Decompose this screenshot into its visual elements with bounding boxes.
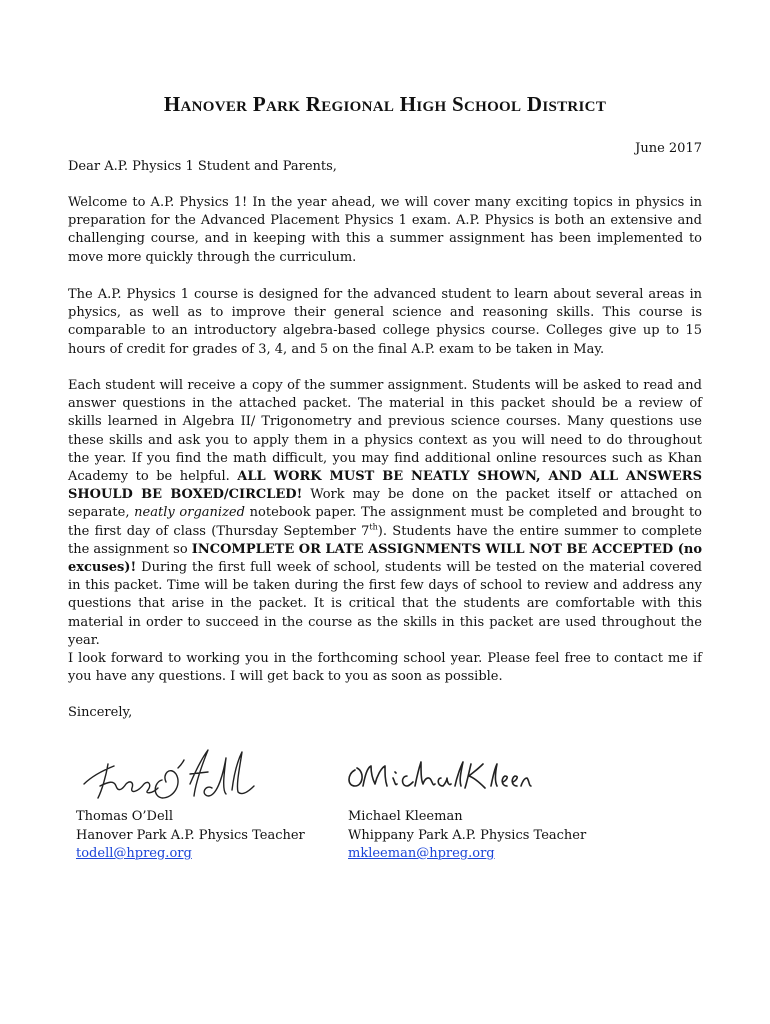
letter-date: June 2017 — [635, 141, 702, 156]
signer-title: Whippany Park A.P. Physics Teacher — [348, 827, 587, 843]
signer-name: Thomas O’Dell — [76, 809, 173, 824]
late-policy-bold: INCOMPLETE OR LATE ASSIGNMENTS WILL NOT BE ACCEPTED (no excuses)! — [68, 541, 702, 576]
assignment-text-5: During the first full week of school, students will be tested on the material covered in this packet. Time will be taken during the first few days of school to review and address any questions that arise in the packet. It is critical that the students are comfortable with this material in order to succeed in the course as the skills in this packet are used throughout the year. — [68, 560, 702, 648]
paragraph-course-description: The A.P. Physics 1 course is designed for the advanced student to learn about several areas in physics, as well as to improve their general science and reasoning skills. This course is comparable to an introductory algebra-based college physics course. Colleges give up to 15 hours of credit for grades of 3, 4, and 5 on the final A.P. exam to be taken in May. — [68, 287, 702, 357]
signer-block-kleeman — [348, 808, 586, 864]
sign-off: Sincerely, — [68, 705, 133, 720]
signer-email-link[interactable]: mkleeman@hpreg.org — [348, 846, 495, 861]
signature-odell — [78, 740, 273, 810]
assignment-text-1: Each student will receive a copy of the summer assignment. Students will be asked to read and answer questions in the attached packet. The material in this packet should be a review of skills learned in Algebra II/ Trigonometry and previous science courses. Many questions use these skills and ask you to apply them in a physics context as you will need to do throughout the year. If you find the math difficult, you may find additional online resources such as Khan Academy to be helpful. — [68, 378, 702, 485]
assignment-text-3: notebook paper. The assignment must be completed and brought to the first day of class (Thursday September 7 — [68, 505, 702, 539]
signer-name: Michael Kleeman — [348, 809, 463, 824]
signer-title: Hanover Park A.P. Physics Teacher — [76, 827, 305, 843]
assignment-text-4: ). Students have the entire summer to complete the assignment so — [68, 523, 703, 557]
assignment-text-2: Work may be done on the packet itself or attached on separate, — [68, 487, 702, 521]
date-ordinal-superscript: th — [369, 522, 378, 532]
signer-block-odell — [76, 808, 305, 864]
paragraph-closing-remarks: I look forward to working you in the forthcoming school year. Please feel free to contact me if you have any questions. I will get back to you as soon as possible. — [68, 651, 702, 685]
letterhead-title: Hanover Park Regional High School District — [163, 92, 607, 116]
neatly-organized-italic: neatly organized — [134, 505, 245, 521]
signer-email-link[interactable]: todell@hpreg.org — [76, 846, 192, 861]
paragraph-welcome: Welcome to A.P. Physics 1! In the year ahead, we will cover many exciting topics in physics in preparation for the Advanced Placement Physics 1 exam. A.P. Physics is both an extensive and challenging course, and in keeping with this a summer assignment has been implemented to move more quickly through the curriculum. — [68, 195, 702, 265]
paragraph-assignment — [68, 377, 702, 650]
signature-kleeman — [345, 756, 535, 796]
work-requirement-bold: ALL WORK MUST BE NEATLY SHOWN, AND ALL ANSWERS SHOULD BE BOXED/CIRCLED! — [68, 469, 702, 503]
salutation: Dear A.P. Physics 1 Student and Parents, — [68, 159, 337, 174]
